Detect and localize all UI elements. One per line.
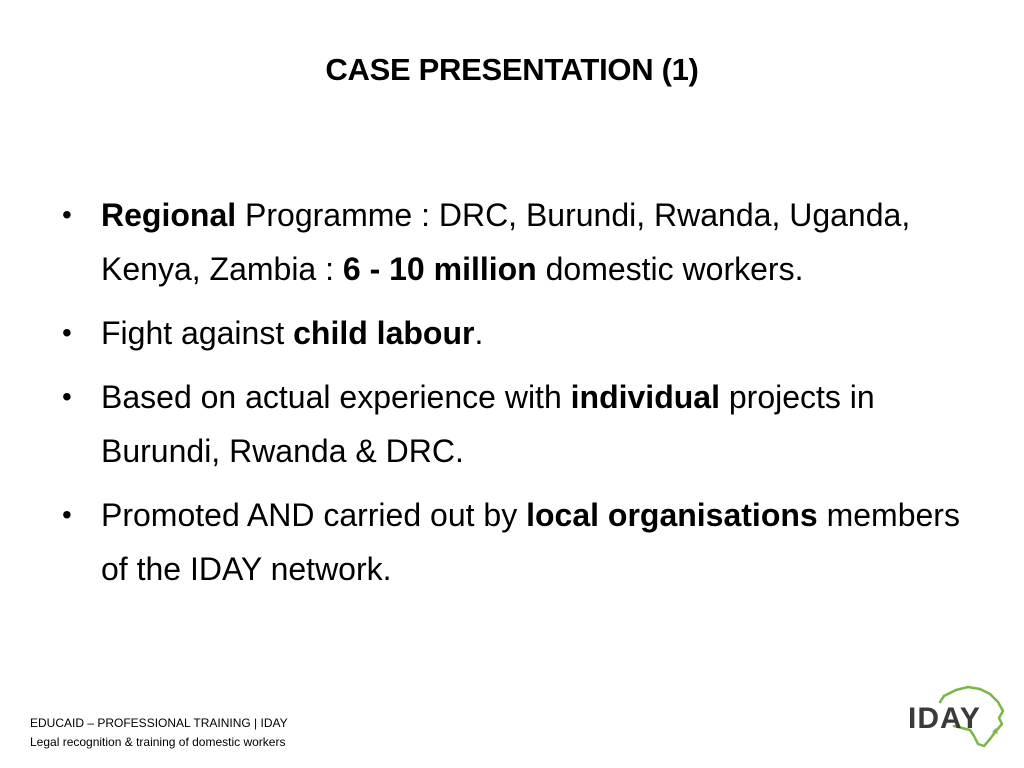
bullet-text: . [474,315,484,351]
bullet-dot: • [62,381,72,412]
footer-line-1: EDUCAID – PROFESSIONAL TRAINING | IDAY [30,716,288,730]
bullet-bold-text: Regional [101,197,237,233]
iday-logo [904,684,1008,750]
slide-footer [30,714,288,752]
bullet-bold-text: individual [570,379,720,415]
bullet-item-regional [58,188,988,296]
bullet-text: members of the IDAY network. [101,497,960,587]
bullet-text: Promoted AND carried out by [101,497,527,533]
footer-line-2: Legal recognition & training of domestic workers [30,735,286,749]
bullet-dot: • [62,199,72,230]
bullet-text: projects in Burundi, Rwanda & DRC. [101,379,875,469]
bullet-text: domestic workers. [536,251,804,287]
bullet-bold-text: 6 - 10 million [342,251,537,287]
slide-title: CASE PRESENTATION (1) [325,52,699,87]
logo-text: IDAY [908,702,981,735]
bullet-dot: • [62,499,72,530]
bullet-text: Fight against [101,315,294,351]
bullet-item-local-organisations [58,488,988,596]
bullet-dot: • [62,317,72,348]
bullet-text: Based on actual experience with [101,379,571,415]
bullet-text: Programme : DRC, Burundi, Rwanda, Uganda, Kenya, Zambia : [101,197,911,287]
bullet-item-experience [58,370,988,478]
bullet-bold-text: local organisations [526,497,818,533]
bullet-item-child-labour [58,306,988,360]
bullet-bold-text: child labour [293,315,475,351]
bullet-list [58,188,988,606]
